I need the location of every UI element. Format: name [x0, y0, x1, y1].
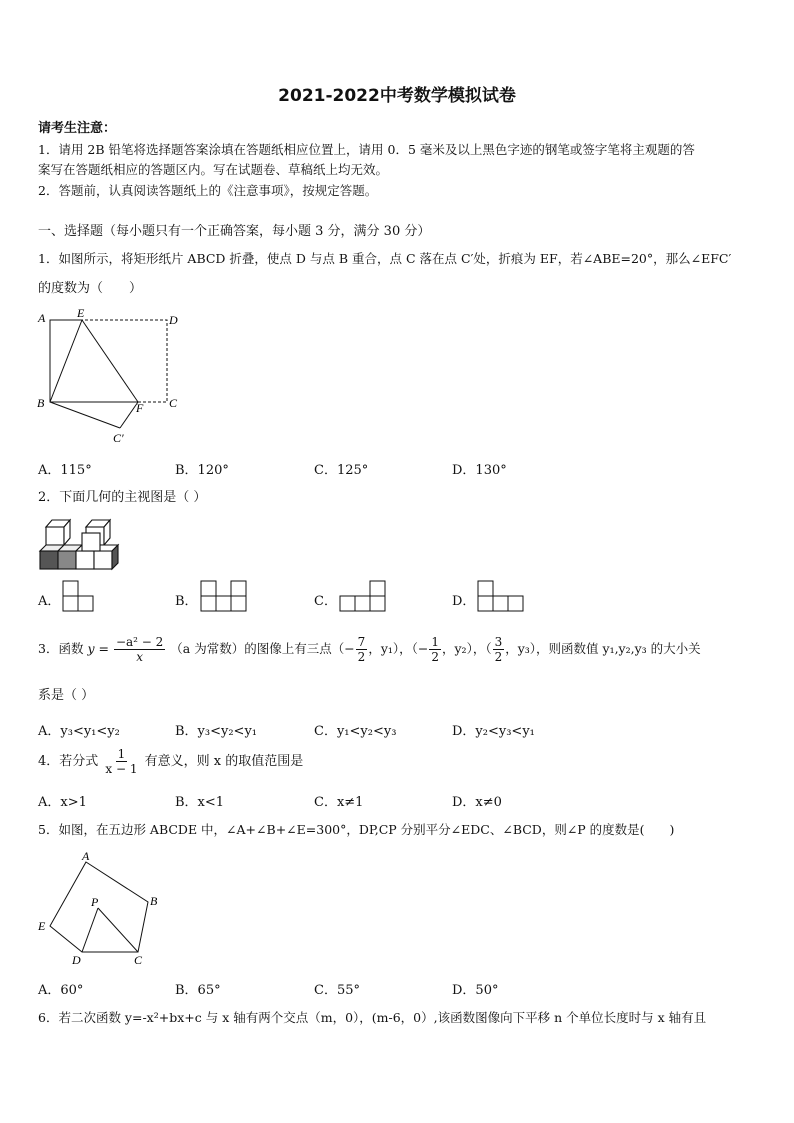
q1-option-c[interactable]: C．125°	[314, 463, 369, 478]
q5-label-p: P	[91, 895, 99, 909]
q3-denominator: x	[136, 650, 143, 664]
q3-function-fraction	[114, 635, 165, 664]
q4-option-c[interactable]: C．x≠1	[314, 795, 364, 810]
q1-stem-line1: 1．如图所示，将矩形纸片 ABCD 折叠，使点 D 与点 B 重合，点 C 落在点 C′处，折痕为 EF，若∠ABE=20°，那么∠EFC′	[38, 251, 732, 266]
q1-label-a: A	[38, 311, 46, 325]
q5-line-cp	[98, 908, 138, 952]
q5-pentagon-figure	[34, 850, 174, 970]
q3-frac-3	[493, 635, 505, 664]
q3-frac-2-den: 2	[431, 650, 439, 664]
q5-pentagon	[50, 862, 148, 952]
q1-label-d: D	[169, 313, 178, 327]
q4-fraction	[103, 747, 139, 776]
q2-option-b-view[interactable]	[200, 580, 250, 612]
q1-edge-bc2	[50, 402, 120, 428]
q3-option-a[interactable]: A．y₃<y₁<y₂	[38, 724, 120, 739]
q1-label-f: F	[136, 401, 144, 415]
q5-label-c: C	[134, 953, 143, 967]
q3-numerator: −a² − 2	[115, 635, 164, 649]
q3-option-c[interactable]: C．y₁<y₂<y₃	[314, 724, 397, 739]
q2-option-a-view[interactable]	[62, 580, 96, 612]
q5-label-b: B	[150, 894, 158, 908]
q1-label-c: C	[169, 396, 178, 410]
q5-line-dp	[82, 908, 98, 952]
q3-frac-3-num: 3	[494, 635, 503, 649]
notice-line-1a: 1．请用 2B 铅笔将选择题答案涂填在答题纸相应位置上，请用 0．5 毫米及以上黑色字迹的钢笔或签字笔将主观题的答	[38, 142, 695, 157]
q5-label-a: A	[82, 850, 90, 863]
q3-mid: （a 为常数）的图像上有三点（−	[170, 641, 355, 656]
q1-label-e: E	[77, 308, 85, 320]
q1-option-d[interactable]: D．130°	[452, 463, 507, 478]
q4-numerator: 1	[117, 747, 126, 761]
q3-stem-line1	[38, 632, 701, 666]
q4-prefix: 4．若分式	[38, 754, 99, 769]
q2-option-b[interactable]: B．	[175, 594, 198, 609]
q3-option-b[interactable]: B．y₃<y₂<y₁	[175, 724, 258, 739]
q1-edge-be	[50, 320, 82, 402]
notice-heading: 请考生注意：	[38, 121, 117, 136]
q3-frac-1	[356, 635, 368, 664]
q3-p1: ，y₁），（−	[368, 641, 429, 656]
q4-option-b[interactable]: B．x<1	[175, 795, 225, 810]
q3-prefix: 3．函数	[38, 641, 84, 656]
q5-label-e: E	[38, 919, 46, 933]
q1-label-c-prime: C′	[113, 431, 124, 445]
q3-frac-2	[429, 635, 441, 664]
q1-rect-dashed	[50, 320, 167, 402]
q4-option-a[interactable]: A．x>1	[38, 795, 87, 810]
q3-frac-1-den: 2	[357, 650, 366, 664]
q3-p2: ，y₂），（	[442, 641, 492, 656]
q4-suffix: 有意义，则 x 的取值范围是	[144, 754, 304, 769]
q1-fold-figure	[34, 308, 204, 448]
q1-edge-ef	[82, 320, 138, 402]
q3-stem-line2: 系是（ ）	[38, 688, 95, 703]
q2-stem: 2．下面几何的主视图是（ ）	[38, 490, 207, 505]
q5-option-b[interactable]: B．65°	[175, 983, 221, 998]
q5-option-d[interactable]: D．50°	[452, 983, 499, 998]
q5-stem: 5．如图，在五边形 ABCDE 中，∠A+∠B+∠E=300°，DP,CP 分别平分∠EDC、∠BCD，则∠P 的度数是( )	[38, 822, 675, 837]
q2-option-d-view[interactable]	[477, 580, 527, 612]
q5-label-d: D	[72, 953, 81, 967]
notice-line-2: 2．答题前，认真阅读答题纸上的《注意事项》，按规定答题。	[38, 183, 378, 198]
q3-frac-2-num: 1	[431, 635, 439, 649]
page-title: 2021-2022中考数学模拟试卷	[278, 86, 516, 106]
q1-label-b: B	[37, 396, 45, 410]
q1-stem-line2: 的度数为（ ）	[38, 281, 143, 296]
q4-denominator: x − 1	[105, 762, 138, 776]
q6-stem-line1: 6．若二次函数 y=-x²+bx+c 与 x 轴有两个交点（m，0），(m-6，0）,该函数图像向下平移 n 个单位长度时与 x 轴有且	[38, 1010, 707, 1025]
q3-option-d[interactable]: D．y₂<y₃<y₁	[452, 724, 535, 739]
notice-line-1b: 案写在答题纸相应的答题区内。写在试题卷、草稿纸上均无效。	[38, 162, 389, 177]
q2-option-d[interactable]: D．	[452, 594, 476, 609]
q5-option-c[interactable]: C．55°	[314, 983, 360, 998]
q3-frac-3-den: 2	[494, 650, 503, 664]
q2-cubes-figure	[36, 515, 120, 575]
q2-option-a[interactable]: A．	[38, 594, 61, 609]
section-heading: 一、选择题（每小题只有一个正确答案，每小题 3 分，满分 30 分）	[38, 224, 431, 239]
q1-option-a[interactable]: A．115°	[38, 463, 92, 478]
q3-p3: ，y₃），则函数值 y₁,y₂,y₃ 的大小关	[505, 641, 701, 656]
q2-option-c[interactable]: C．	[314, 594, 337, 609]
q5-option-a[interactable]: A．60°	[38, 983, 84, 998]
q3-y: y =	[87, 641, 109, 656]
q4-stem	[38, 744, 303, 780]
q3-frac-1-num: 7	[357, 635, 366, 649]
q4-option-d[interactable]: D．x≠0	[452, 795, 502, 810]
q1-option-b[interactable]: B．120°	[175, 463, 229, 478]
q2-option-c-view[interactable]	[339, 580, 389, 612]
